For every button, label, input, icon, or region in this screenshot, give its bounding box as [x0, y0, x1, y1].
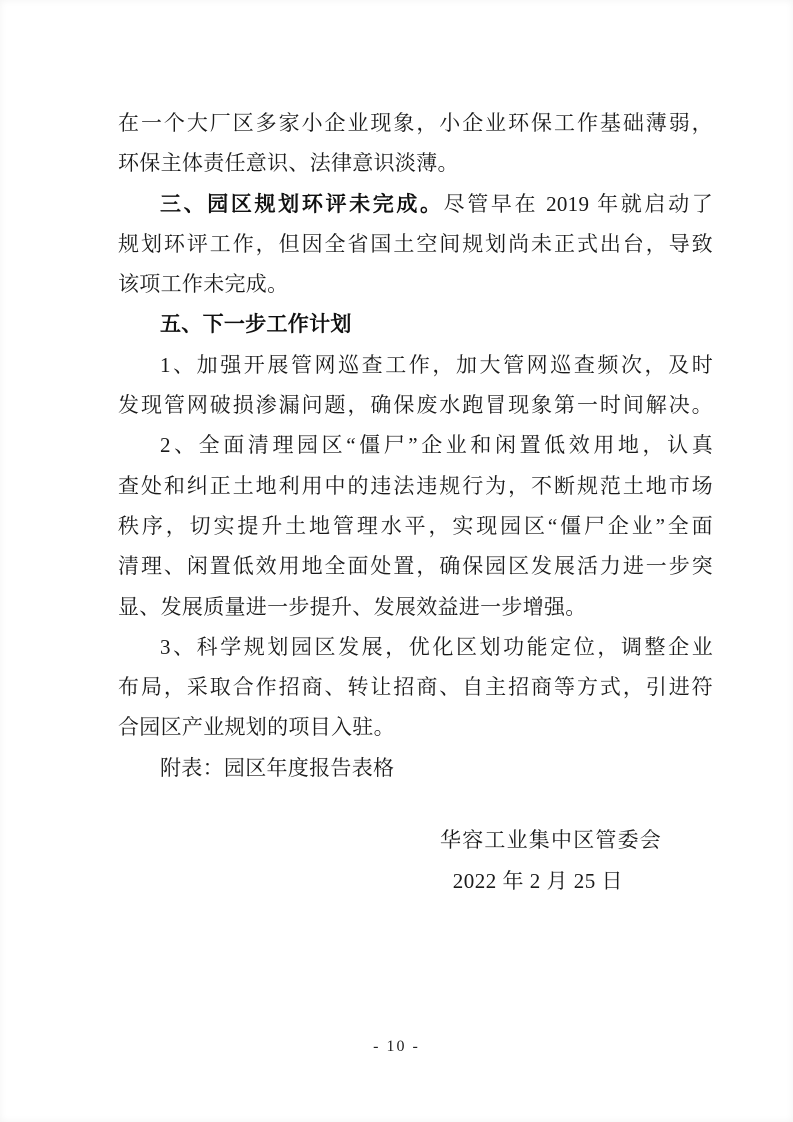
- body-line-text: 规划环评工作，但因全省国土空间规划尚未正式出台，导致: [118, 231, 713, 256]
- body-line-text: 1、加强开展管网巡查工作，加大管网巡查频次，及时: [160, 352, 713, 377]
- signature-organization: 华容工业集中区管委会: [440, 828, 662, 852]
- section-heading-5: 五、下一步工作计划: [160, 313, 352, 337]
- body-line: [118, 627, 713, 667]
- body-line-text: 环保主体责任意识、法律意识淡薄。: [118, 151, 459, 176]
- body-line: [118, 143, 713, 183]
- body-line: [118, 103, 713, 143]
- document-body: [118, 103, 713, 788]
- body-line: [118, 707, 713, 747]
- body-line-text: 2、全面清理园区“僵尸”企业和闲置低效用地，认真: [160, 433, 713, 458]
- body-line-text: 合园区产业规划的项目入驻。: [118, 715, 395, 740]
- body-line-text: 布局，采取合作招商、转让招商、自主招商等方式，引进符: [118, 675, 713, 700]
- body-line: [118, 345, 713, 385]
- body-line-text: 3、科学规划园区发展，优化区划功能定位，调整企业: [160, 634, 713, 659]
- body-line: [118, 667, 713, 707]
- section-heading-3: 三、园区规划环评未完成。: [160, 192, 444, 216]
- signature-date: 2022 年 2 月 25 日: [452, 869, 623, 893]
- body-line-text: 查处和纠正土地利用中的违法违规行为，不断规范土地市场: [118, 473, 713, 498]
- body-line: [118, 385, 713, 425]
- section-heading-5-line: [118, 304, 713, 344]
- body-line-text: 秩序，切实提升土地管理水平，实现园区“僵尸企业”全面: [118, 513, 713, 538]
- body-line: [118, 546, 713, 586]
- body-line-text: 尽管早在 2019 年就启动了: [443, 191, 713, 216]
- body-line-text: 显、发展质量进一步提升、发展效益进一步增强。: [118, 594, 587, 619]
- body-line: [118, 224, 713, 264]
- body-line: [118, 425, 713, 465]
- body-line-text: 清理、闲置低效用地全面处置，确保园区发展活力进一步突: [118, 554, 713, 579]
- body-line: [118, 264, 713, 304]
- attachment-note-text: 附表：园区年度报告表格: [160, 755, 395, 780]
- body-line-text: 该项工作未完成。: [118, 272, 289, 297]
- body-line: [118, 506, 713, 546]
- body-line-text: 发现管网破损渗漏问题，确保废水跑冒现象第一时间解决。: [118, 393, 713, 418]
- attachment-note: [118, 748, 713, 788]
- body-line: [118, 587, 713, 627]
- body-line: [118, 466, 713, 506]
- body-line-text: 在一个大厂区多家小企业现象，小企业环保工作基础薄弱，: [118, 111, 713, 135]
- page-number: - 10 -: [373, 1038, 420, 1055]
- section-heading-3-line: [118, 184, 713, 224]
